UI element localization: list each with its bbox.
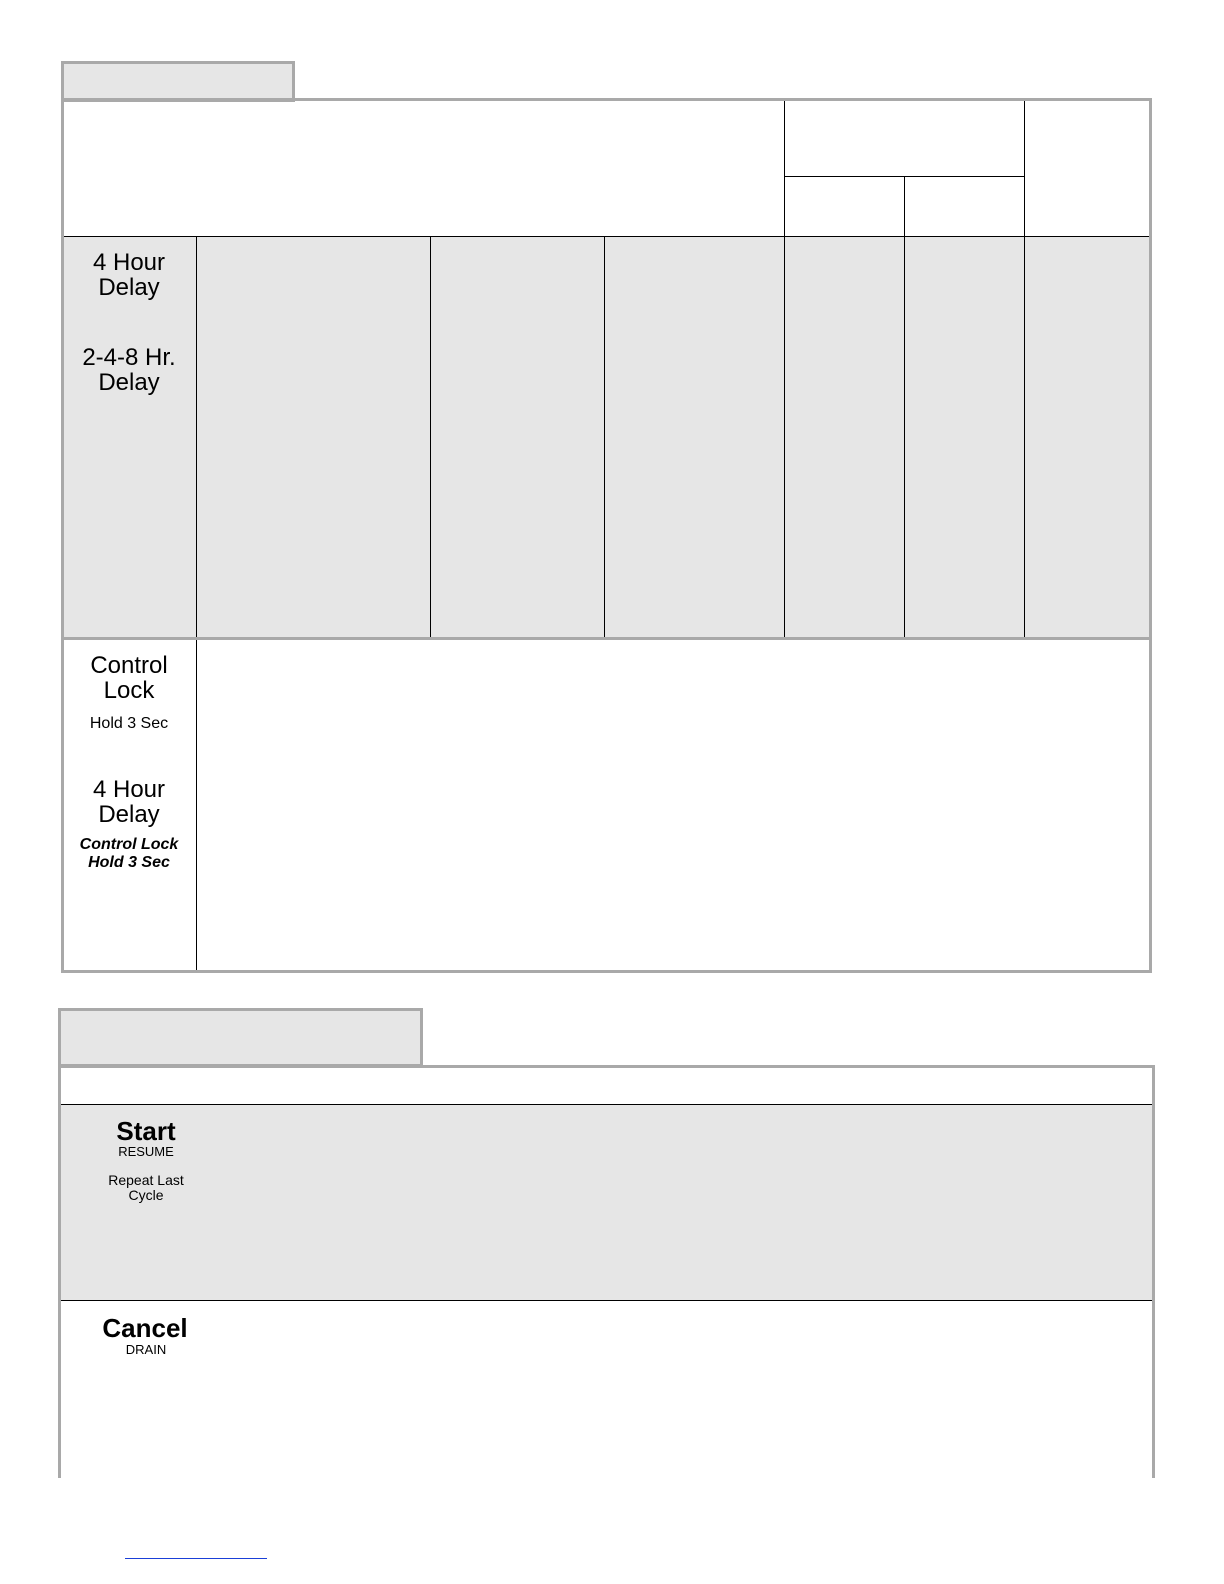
- start-label: Start: [116, 1116, 176, 1146]
- column-divider: [904, 237, 905, 638]
- header-divider: [784, 101, 785, 238]
- column-divider: [604, 237, 605, 638]
- column-divider: [196, 237, 197, 970]
- alt-hold-label: Hold 3 Sec: [88, 854, 170, 871]
- start-row: [61, 1105, 1152, 1300]
- repeat-last-cycle-label: Repeat Last Cycle: [108, 1172, 184, 1203]
- four-hour-delay-label: 4 Hour Delay: [92, 249, 166, 302]
- hold-3-sec-label: Hold 3 Sec: [89, 715, 169, 732]
- four-hour-delay-label-2: 4 Hour Delay: [92, 776, 166, 829]
- delay-row: [64, 237, 1149, 638]
- section-tab-2: [58, 1008, 423, 1067]
- drain-label: DRAIN: [125, 1342, 167, 1357]
- cancel-label: Cancel: [102, 1313, 188, 1343]
- two-four-eight-delay-label: 2-4-8 Hr. Delay: [82, 344, 176, 397]
- row-separator: [64, 637, 1149, 640]
- header-bottom-line: [64, 236, 1149, 237]
- section-tab-1: [61, 61, 295, 102]
- column-divider: [1024, 237, 1025, 638]
- footer-link[interactable]: [125, 1558, 267, 1559]
- column-divider: [784, 237, 785, 638]
- resume-label: RESUME: [118, 1144, 174, 1159]
- column-divider: [430, 237, 431, 638]
- table2-row-line: [61, 1300, 1152, 1301]
- alt-control-lock-label: Control Lock: [79, 836, 179, 853]
- header-divider: [1024, 101, 1025, 238]
- control-lock-label: Control Lock: [90, 652, 168, 705]
- header-divider: [904, 176, 905, 238]
